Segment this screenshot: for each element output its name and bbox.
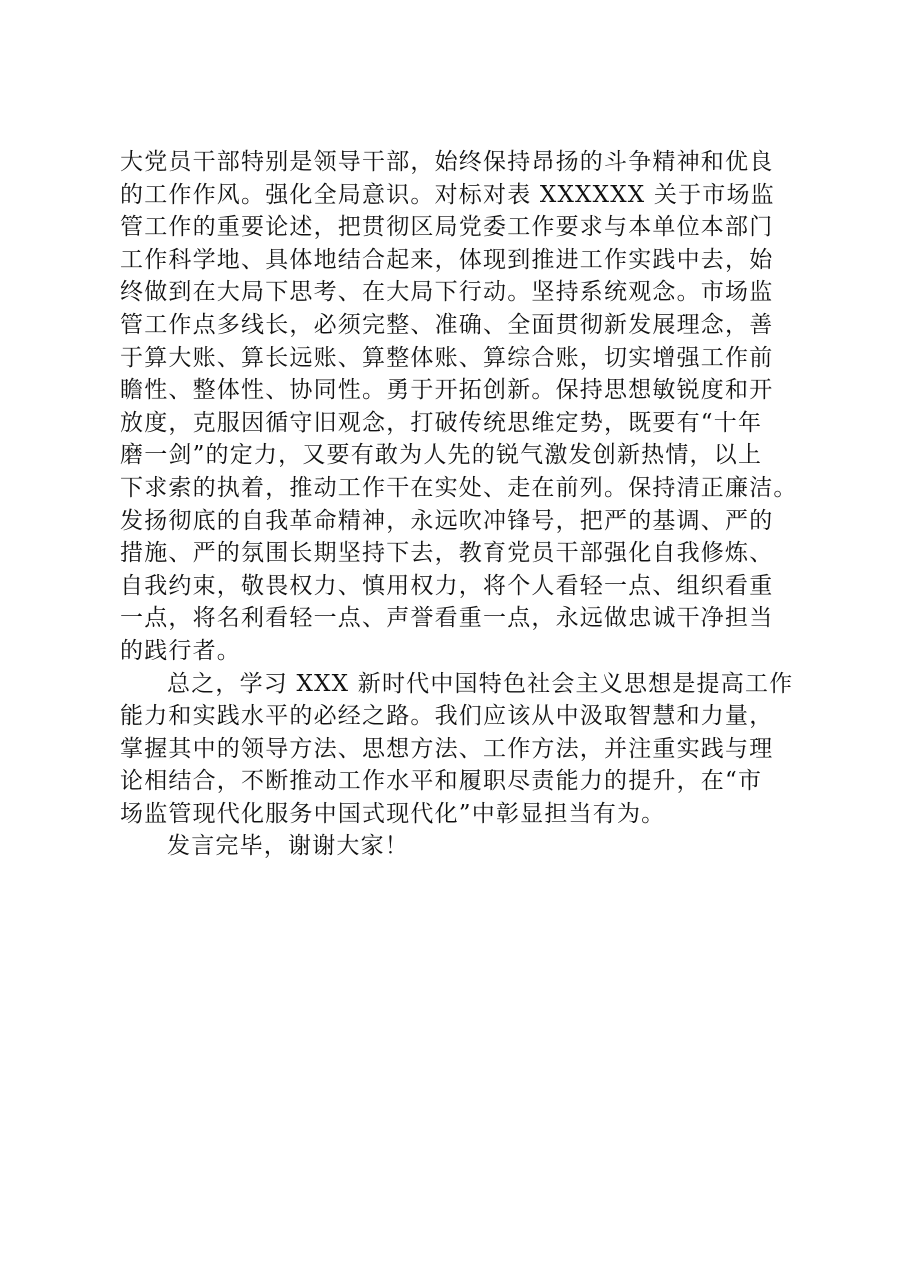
text-line: 瞻性、整体性、协同性。勇于开拓创新。保持思想敏锐度和开 <box>120 377 774 404</box>
text-line: 措施、严的氛围长期坚持下去，教育党员干部强化自我修炼、 <box>120 540 774 567</box>
text-line: 于算大账、算长远账、算整体账、算综合账，切实增强工作前 <box>120 344 774 371</box>
text-line: 工作科学地、具体地结合起来，体现到推进工作实践中去，始 <box>120 246 774 273</box>
closing-line: 发言完毕，谢谢大家！ <box>167 833 409 860</box>
text-line: 磨一剑”的定力，又要有敢为人先的锐气激发创新热情，以上 <box>120 442 763 469</box>
text-line: 管工作的重要论述，把贯彻区局党委工作要求与本单位本部门 <box>120 214 774 241</box>
text-line: 能力和实践水平的必经之路。我们应该从中汲取智慧和力量， <box>120 703 774 730</box>
text-line: 场监管现代化服务中国式现代化”中彰显担当有为。 <box>120 800 666 827</box>
text-line: 下求索的执着，推动工作干在实处、走在前列。保持清正廉洁。 <box>120 474 798 501</box>
text-line: 的工作作风。强化全局意识。对标对表 XXXXXX 关于市场监 <box>120 181 775 208</box>
paragraph-first-line: 总之，学习 XXX 新时代中国特色社会主义思想是提高工作 <box>167 670 794 697</box>
text-line: 大党员干部特别是领导干部，始终保持昂扬的斗争精神和优良 <box>120 149 774 175</box>
text-line: 自我约束，敬畏权力、慎用权力，将个人看轻一点、组织看重 <box>120 572 774 599</box>
text-line: 终做到在大局下思考、在大局下行动。坚持系统观念。市场监 <box>120 279 774 306</box>
text-line: 发扬彻底的自我革命精神，永远吹冲锋号，把严的基调、严的 <box>120 507 774 534</box>
body-text <box>120 146 820 863</box>
text-line: 管工作点多线长，必须完整、准确、全面贯彻新发展理念，善 <box>120 311 774 338</box>
text-line: 放度，克服因循守旧观念，打破传统思维定势，既要有“十年 <box>120 409 763 436</box>
text-line: 一点，将名利看轻一点、声誉看重一点，永远做忠诚干净担当 <box>120 605 774 632</box>
text-line: 论相结合，不断推动工作水平和履职尽责能力的提升，在“市 <box>120 768 763 795</box>
text-line: 掌握其中的领导方法、思想方法、工作方法，并注重实践与理 <box>120 735 774 762</box>
text-line: 的践行者。 <box>120 637 241 664</box>
